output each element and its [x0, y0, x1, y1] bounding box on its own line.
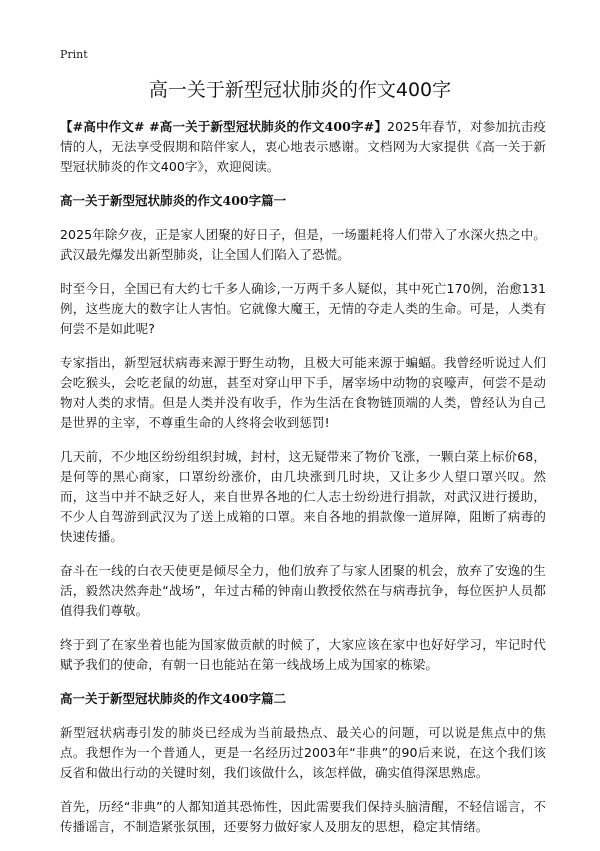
- paragraph: 专家指出，新型冠状病毒来源于野生动物，且极大可能来源于蝙蝠。我曾经听说过人们会吃猴头，会吃老鼠的幼崽，甚至对穿山甲下手，屠宰场中动物的哀嚎声，何尝不是动物对人类的求情。但是人类并没有收手，作为生活在食物链顶端的人类，曾经认为自己是世界的主宰，不尊重生命的人终将会收到惩罚!: [60, 355, 546, 430]
- article-body: [60, 117, 546, 851]
- paragraph: 几天前，不少地区纷纷组织封城，封村，这无疑带来了物价飞涨，一颗白菜上标价68，是何等的黑心商家，口罩纷纷涨价，由几块涨到几时块，又让多少人望口罩兴叹。然而，这当中并不缺乏好人，来自世界各地的仁人志士纷纷进行捐款，对武汉进行援助，不少人自驾游到武汉为了送上成箱的口罩。来自各地的捐款像一道屏障，阻断了病毒的快速传播。: [60, 449, 546, 544]
- intro-paragraph: [60, 117, 546, 177]
- paragraph: 新型冠状病毒引发的肺炎已经成为当前最热点、最关心的问题，可以说是焦点中的焦点。我想作为一个普通人，更是一名经历过2003年“非典”的90后来说，在这个我们该反省和做出行动的关键时刻，我们该做什么，该怎样做，确实值得深思熟虑。: [60, 725, 546, 780]
- intro-text: 2025年春节，对参加抗击疫情的人，无法享受假期和陪伴家人，衷心地表示感谢。文档网为大家提供《高一关于新型冠状肺炎的作文400字》，欢迎阅读。: [60, 119, 546, 174]
- intro-tag: 【#高中作文# #高一关于新型冠状肺炎的作文400字#】: [60, 119, 388, 134]
- paragraph: 终于到了在家坐着也能为国家做贡献的时候了，大家应该在家中也好好学习，牢记时代赋予我们的使命，有朝一日也能站在第一线战场上成为国家的栋梁。: [60, 637, 546, 672]
- paragraph: 奋斗在一线的白衣天使更是倾尽全力，他们放弃了与家人团聚的机会，放弃了安逸的生活，毅然决然奔赴“战场”，年过古稀的钟南山教授依然在与病毒抗争，每位医护人员都值得我们尊敬。: [60, 563, 546, 618]
- paragraph: 时至今日，全国已有大约七千多人确诊,一万两千多人疑似，其中死亡170例，治愈131例，这些庞大的数字让人害怕。它就像大魔王，无情的夺走人类的生命。可是，人类有何尝不是如此呢?: [60, 281, 546, 336]
- section-heading: 高一关于新型冠状肺炎的作文400字篇一: [60, 193, 287, 208]
- print-link[interactable]: Print: [60, 48, 88, 61]
- section-heading: 高一关于新型冠状肺炎的作文400字篇二: [60, 691, 287, 706]
- paragraph: 首先，历经“非典”的人都知道其恐怖性，因此需要我们保持头脑清醒，不轻信谣言，不传播谣言，不制造紧张氛围，还要努力做好家人及朋友的思想，稳定其情绪。: [60, 799, 546, 834]
- paragraph: 2025年除夕夜，正是家人团聚的好日子，但是，一场噩耗将人们带入了水深火热之中。武汉最先爆发出新型肺炎，让全国人们陷入了恐慌。: [60, 227, 546, 262]
- page-title: 高一关于新型冠状肺炎的作文400字: [148, 79, 452, 101]
